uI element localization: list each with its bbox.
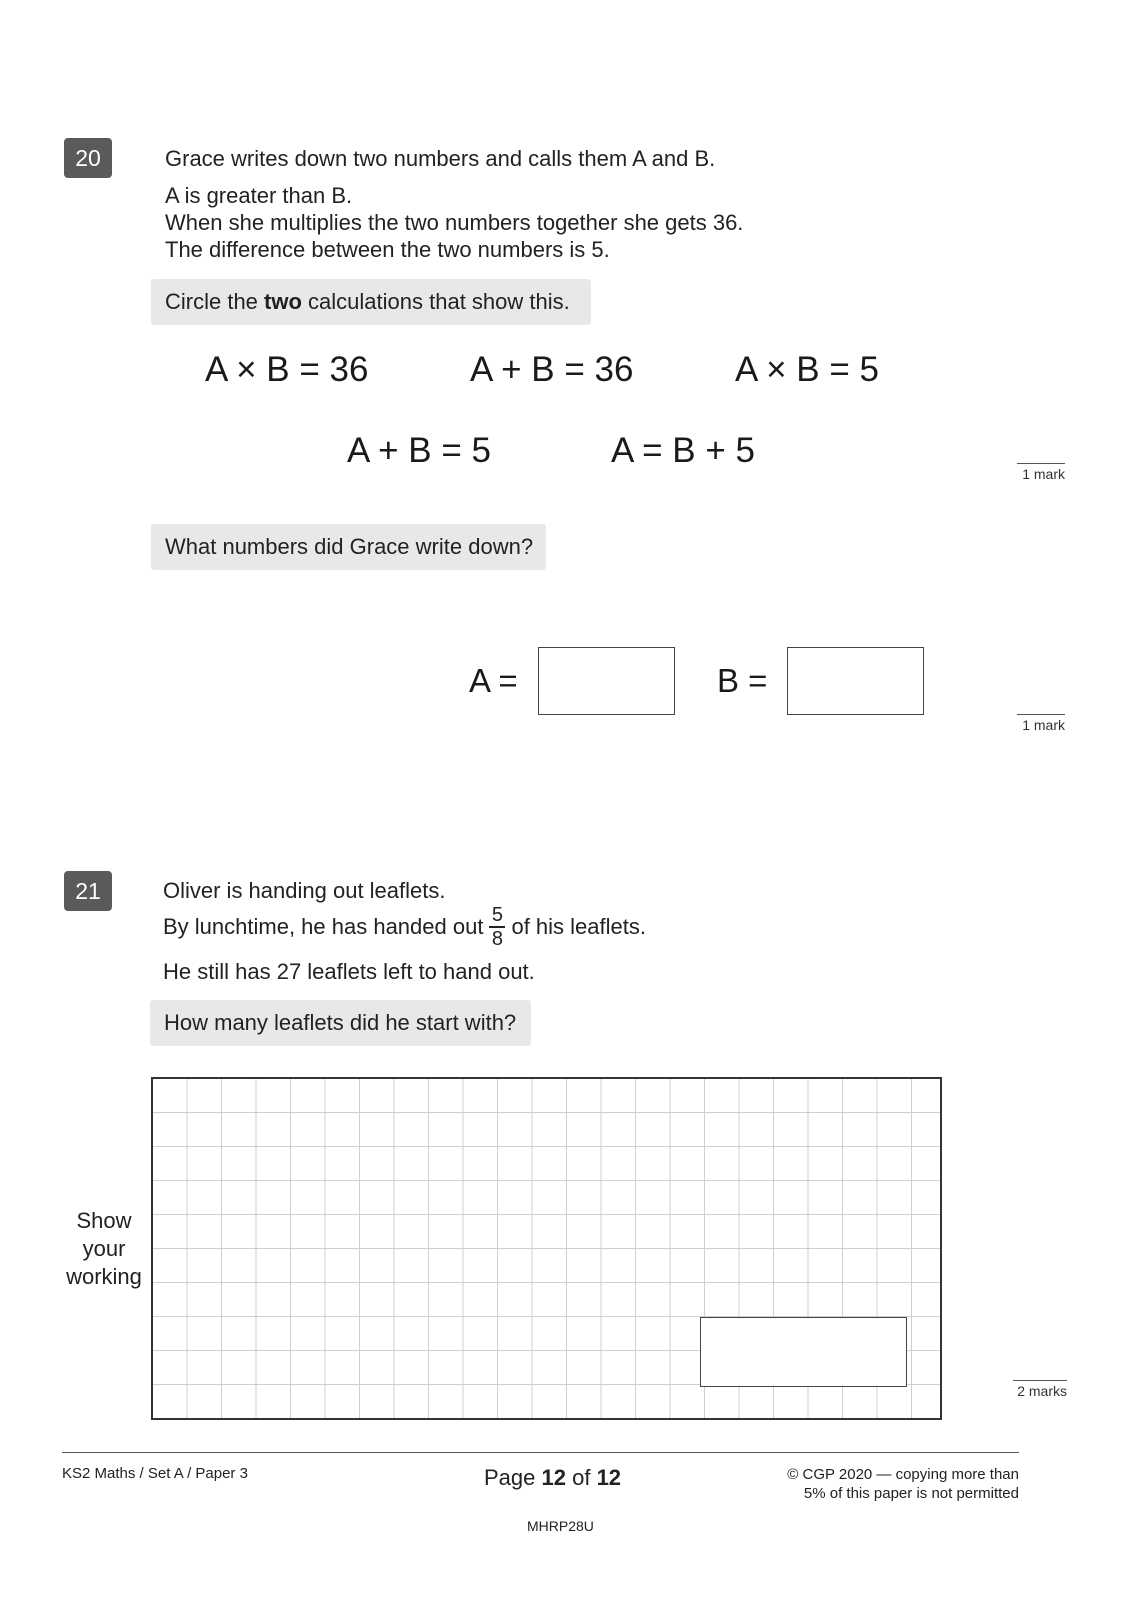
option-a-times-b-5[interactable]: A × B = 5 <box>735 350 879 389</box>
q21-prompt: How many leaflets did he start with? <box>150 1000 531 1046</box>
option-a-equals-b-plus-5[interactable]: A = B + 5 <box>611 431 755 470</box>
q20-difference-line: The difference between the two numbers is 5. <box>165 237 610 262</box>
q20-numbers-prompt: What numbers did Grace write down? <box>151 524 546 570</box>
working-label-line2: your <box>82 1236 126 1261</box>
q20-circle-prompt <box>151 279 591 325</box>
footer-code: MHRP28U <box>527 1518 594 1534</box>
option-a-plus-b-36[interactable]: A + B = 36 <box>470 350 634 389</box>
page-prefix: Page <box>484 1465 542 1490</box>
footer-paper-title: KS2 Maths / Set A / Paper 3 <box>62 1465 248 1482</box>
working-label-line3: working <box>66 1264 142 1289</box>
b-equals-label: B = <box>717 662 768 699</box>
copyright-line1: © CGP 2020 — copying more than <box>787 1466 1019 1483</box>
mark-label-q20b: 1 mark <box>1017 714 1065 733</box>
a-equals-label: A = <box>469 662 518 699</box>
mark-label-q20a: 1 mark <box>1017 463 1065 482</box>
fraction-denominator: 8 <box>491 927 504 950</box>
question-number-20: 20 <box>64 138 112 178</box>
fraction-five-eighths <box>489 904 505 950</box>
mark-label-q21: 2 marks <box>1013 1380 1067 1399</box>
fraction-line-after: of his leaflets. <box>511 913 646 939</box>
option-a-plus-b-5[interactable]: A + B = 5 <box>347 431 491 470</box>
page-indicator <box>484 1465 621 1491</box>
copyright-line2: 5% of this paper is not permitted <box>803 1485 1019 1502</box>
prompt-text-after: calculations that show this. <box>301 289 570 314</box>
answer-box-a[interactable] <box>538 647 675 715</box>
q20-product-line: When she multiplies the two numbers together she gets 36. <box>165 210 744 235</box>
prompt-text-before: Circle the <box>165 289 265 314</box>
fraction-numerator: 5 <box>491 904 504 926</box>
working-label-line1: Show <box>76 1208 132 1233</box>
answer-box-b[interactable] <box>787 647 924 715</box>
page-mid: of <box>565 1465 597 1490</box>
footer-divider <box>62 1452 1019 1453</box>
footer-copyright <box>787 1465 1019 1503</box>
question-number-21: 21 <box>64 871 112 911</box>
q21-fraction-line <box>163 904 646 950</box>
page-current: 12 <box>541 1465 566 1490</box>
q21-intro-line: Oliver is handing out leaflets. <box>163 878 446 903</box>
show-your-working-label <box>62 1207 146 1291</box>
q20-condition-line: A is greater than B. <box>165 183 353 208</box>
prompt-text-bold: two <box>264 289 302 314</box>
fraction-line-before: By lunchtime, he has handed out <box>163 913 484 939</box>
q20-intro-line: Grace writes down two numbers and calls them A and B. <box>165 146 716 171</box>
page-total: 12 <box>596 1465 622 1490</box>
answer-box-leaflets[interactable] <box>700 1317 907 1387</box>
option-a-times-b-36[interactable]: A × B = 36 <box>205 350 369 389</box>
q21-remaining-line: He still has 27 leaflets left to hand out. <box>163 959 535 984</box>
